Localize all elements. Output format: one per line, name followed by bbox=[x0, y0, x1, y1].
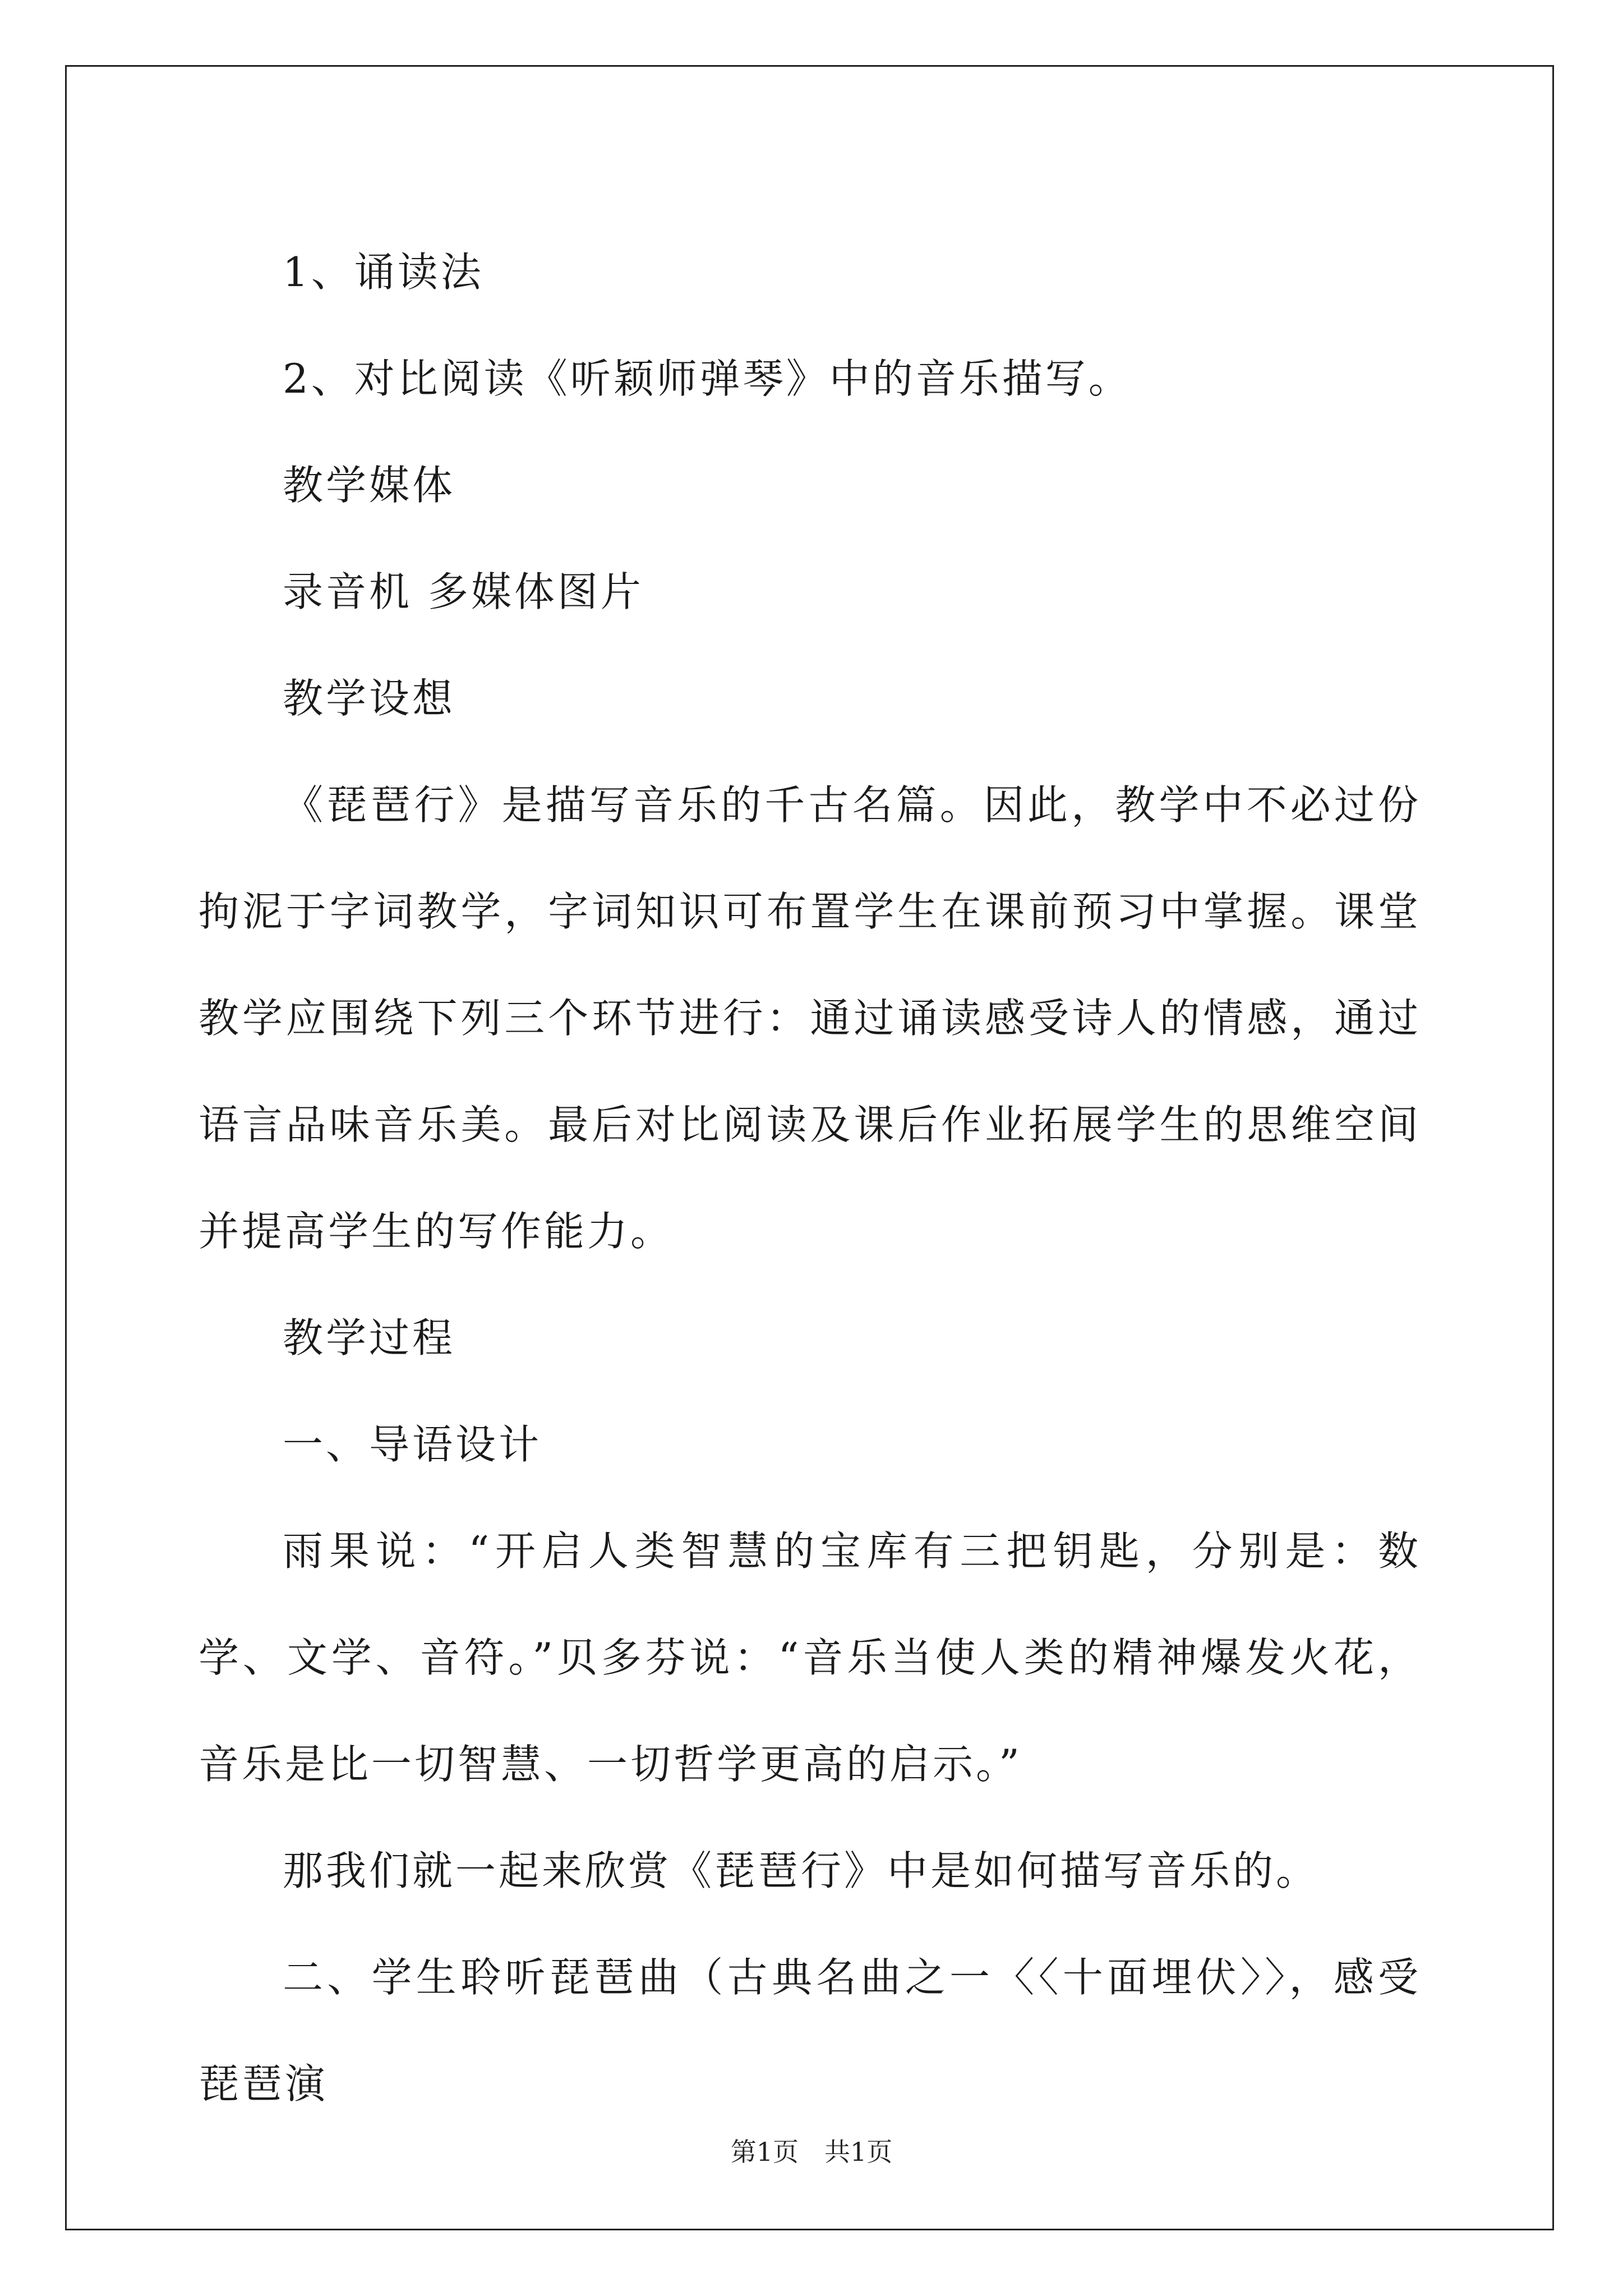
heading-teaching-concept: 教学设想 bbox=[283, 675, 456, 722]
heading-intro-design: 一、导语设计 bbox=[283, 1421, 542, 1468]
paragraph-teaching-concept: 《琵琶行》是描写音乐的千古名篇。因此，教学中不必过份拘泥于字词教学，字词知识可布置学生在课前预习中掌握。课堂教学应围绕下列三个环节进行：通过诵读感受诗人的情感，通过语言品味音乐美。最后对比阅读及课后作业拓展学生的思维空间并提高学生的写作能力。 bbox=[199, 781, 1421, 1255]
paragraph-method-recitation: 1、诵读法 bbox=[283, 249, 484, 296]
paragraph-appreciation: 那我们就一起来欣赏《琵琶行》中是如何描写音乐的。 bbox=[283, 1847, 1320, 1894]
heading-teaching-media: 教学媒体 bbox=[283, 462, 456, 509]
paragraph-quotes: 雨果说：“开启人类智慧的宝库有三把钥匙，分别是：数学、文学、音符。”贝多芬说：“音乐当使人类的精神爆发火花，音乐是比一切智慧、一切哲学更高的启示。” bbox=[199, 1527, 1421, 1788]
heading-teaching-process: 教学过程 bbox=[283, 1314, 456, 1361]
paragraph-method-comparison: 2、对比阅读《听颖师弹琴》中的音乐描写。 bbox=[283, 355, 1132, 402]
paragraph-media-items: 录音机 多媒体图片 bbox=[283, 568, 644, 615]
document-body bbox=[199, 219, 1421, 2137]
paragraph-listening: 二、学生聆听琵琶曲（古典名曲之一〈〈十面埋伏〉〉，感受琵琶演 bbox=[199, 1954, 1421, 2108]
page-footer: 第1页 共1页 bbox=[730, 2137, 893, 2167]
